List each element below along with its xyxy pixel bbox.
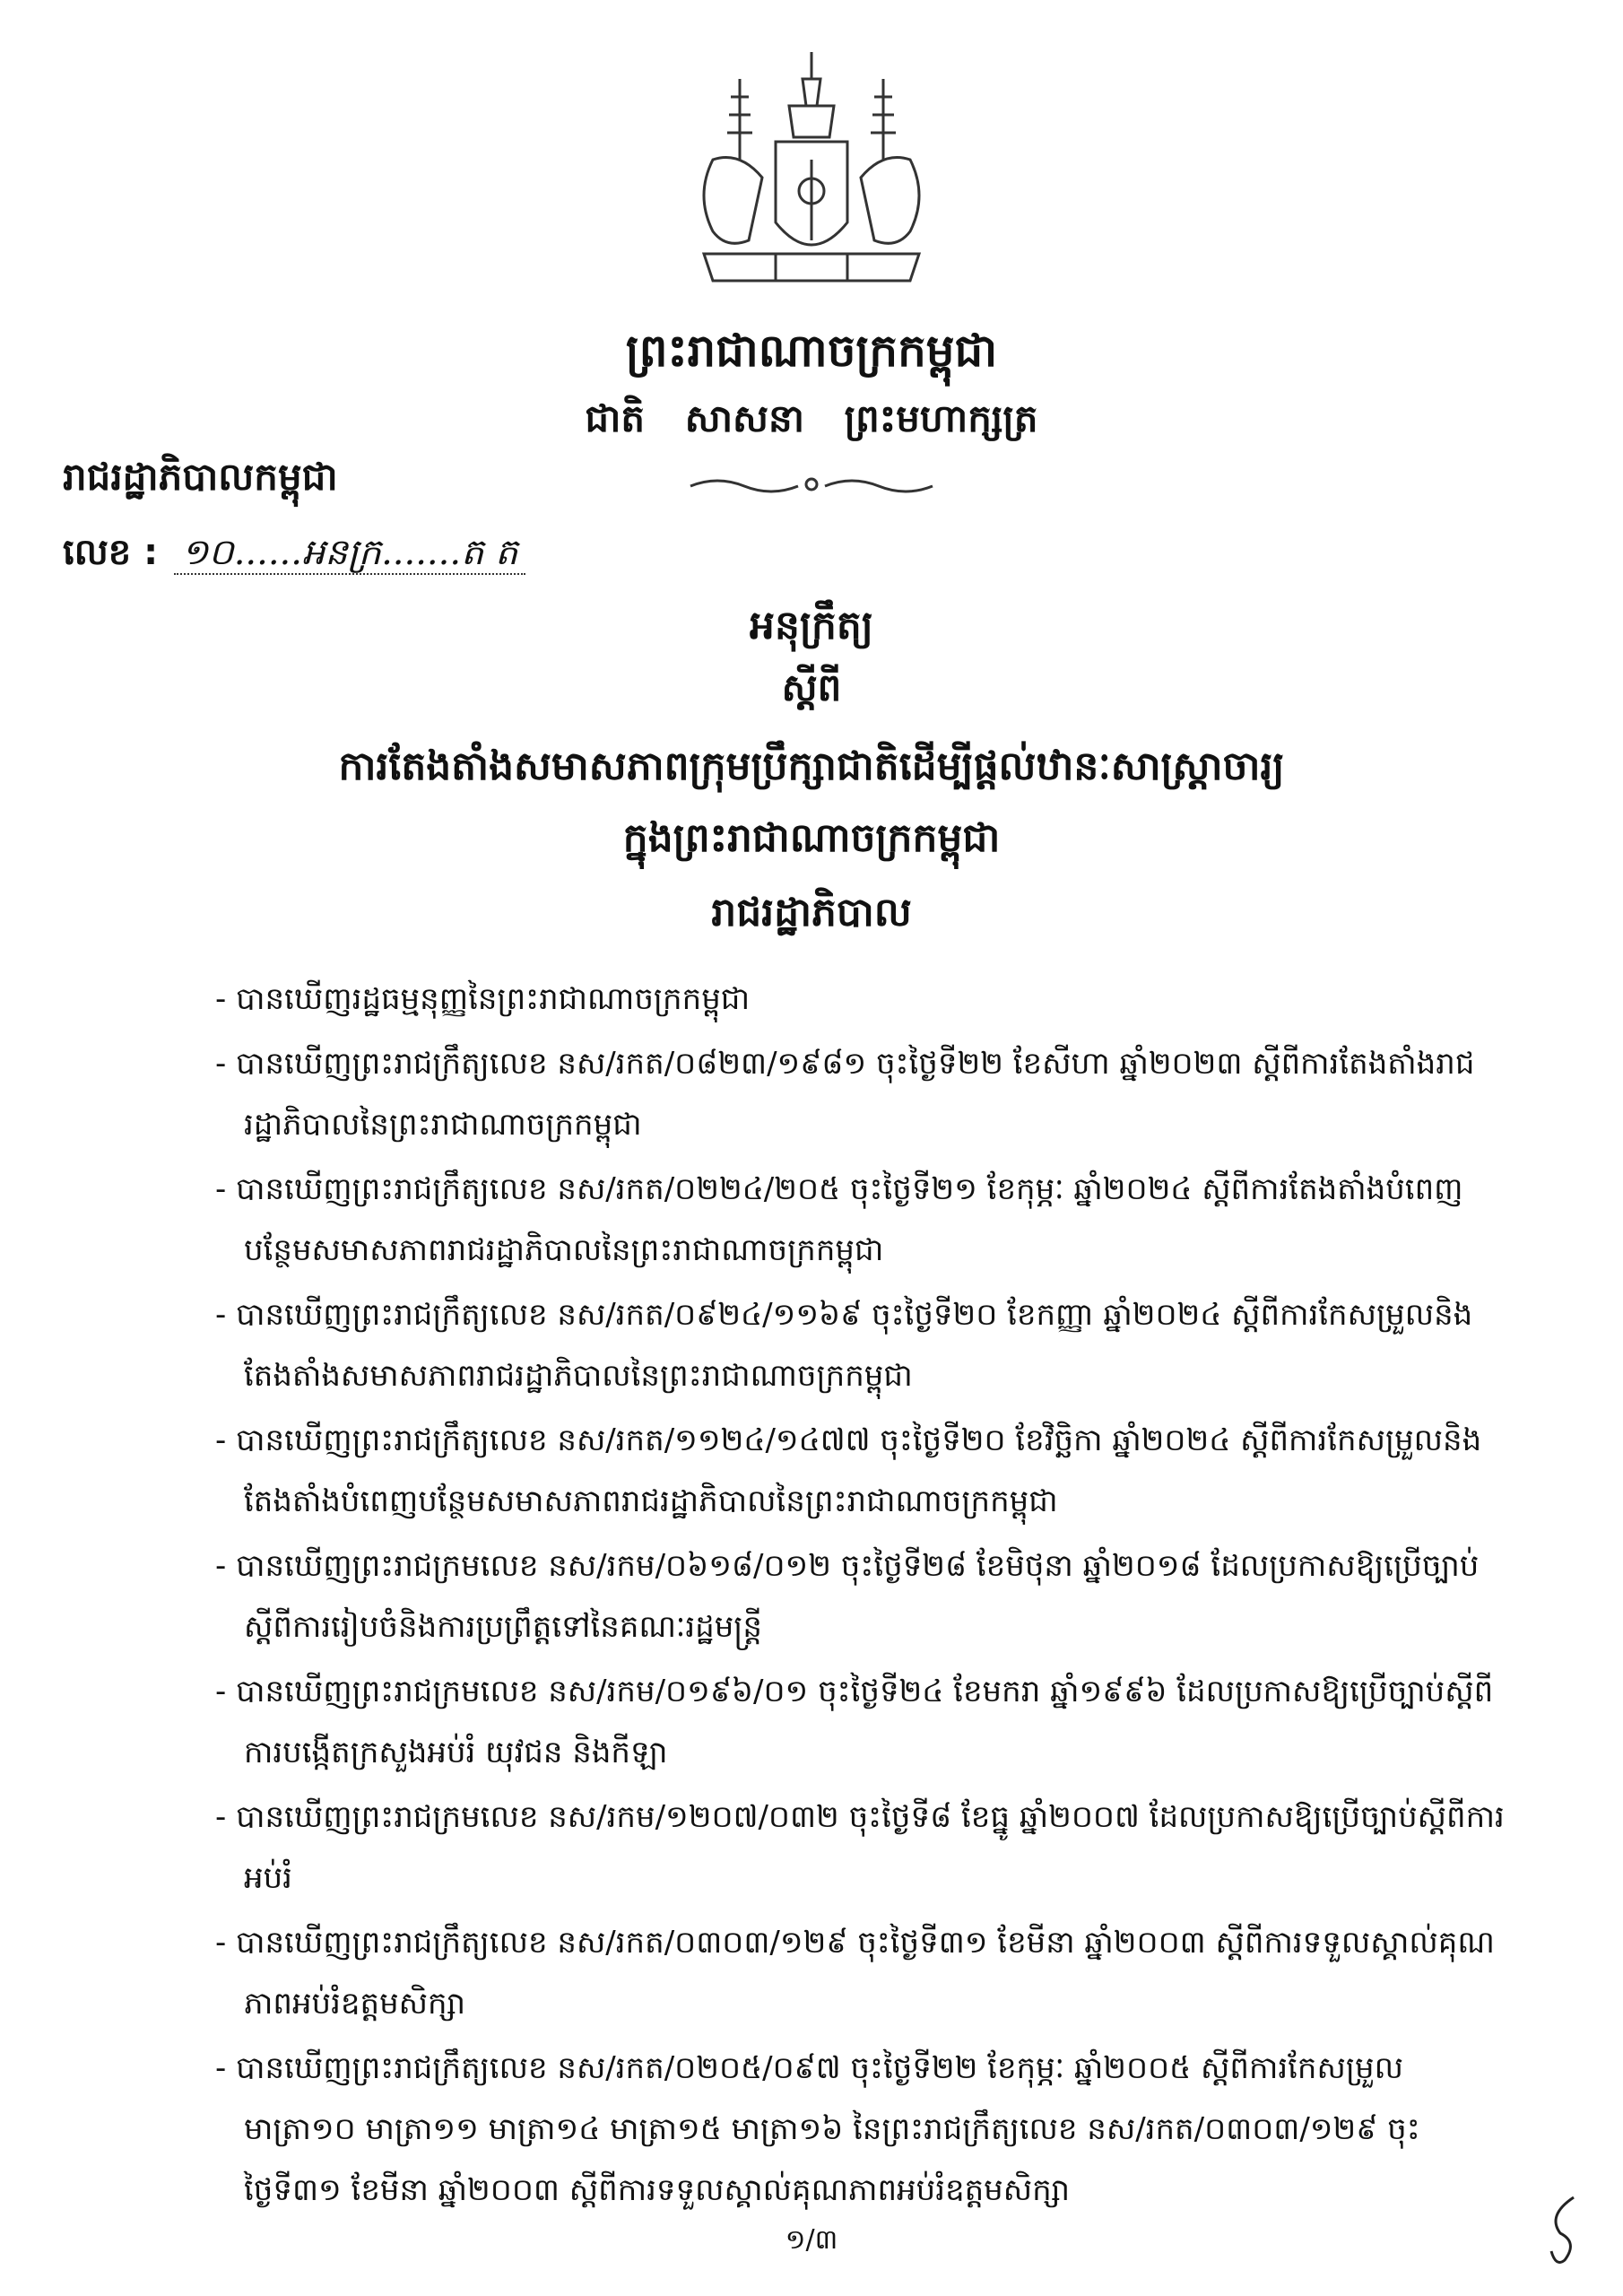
preamble-clause: - បានឃើញព្រះរាជក្រមលេខ នស/រកម/១២០៧/០៣២ ចុះថ្ងៃទី៨ ខែធ្នូ ឆ្នាំ២០០៧ ដែលប្រកាសឱ្យប្រើច្បាប់ស្តីពីការអប់រំ (215, 1787, 1506, 1909)
document-type: អនុក្រឹត្យ (750, 603, 873, 648)
document-title (0, 731, 1623, 874)
divider-ornament-icon (681, 466, 942, 502)
government-name: រាជរដ្ឋាភិបាលកម្ពុជា (63, 455, 338, 499)
preamble-clause: - បានឃើញព្រះរាជក្រឹត្យលេខ នស/រកត/០២២៤/២០៥ ចុះថ្ងៃទី២១ ខែកុម្ភៈ ឆ្នាំ២០២៤ ស្តីពីការតែងតាំងបំពេញបន្ថែមសមាសភាពរាជរដ្ឋាភិបាលនៃព្រះរាជាណាចក្រកម្ពុជា (215, 1159, 1506, 1281)
issuing-authority: រាជរដ្ឋាភិបាល (711, 890, 912, 935)
reference-value: ១០......អនក្រ.......ត ត (174, 532, 525, 575)
handwritten-initial-icon (1538, 2188, 1592, 2269)
preamble-clause: - បានឃើញព្រះរាជក្រឹត្យលេខ នស/រកត/០៨២៣/១៩៨១ ចុះថ្ងៃទី២២ ខែសីហា ឆ្នាំ២០២៣ ស្តីពីការតែងតាំងរាជរដ្ឋាភិបាលនៃព្រះរាជាណាចក្រកម្ពុជា (215, 1033, 1506, 1155)
preamble-clause: - បានឃើញព្រះរាជក្រមលេខ នស/រកម/០១៩៦/០១ ចុះថ្ងៃទី២៤ ខែមករា ឆ្នាំ១៩៩៦ ដែលប្រកាសឱ្យប្រើច្បាប់ស្តីពីការបង្កើតក្រសួងអប់រំ យុវជន និងកីឡា (215, 1661, 1506, 1783)
reference-label: លេខ : (63, 532, 159, 573)
preamble-clause: - បានឃើញព្រះរាជក្រឹត្យលេខ នស/រកត/០២០៥/០៩៧ ចុះថ្ងៃទី២២ ខែកុម្ភៈ ឆ្នាំ២០០៥ ស្តីពីការកែសម្រួលមាត្រា១០ មាត្រា១១ មាត្រា១៤ មាត្រា១៥ មាត្រា១៦ នៃព្រះរាជក្រឹត្យលេខ នស/រកត/០៣០៣/១២៩ ចុះថ្ងៃទី៣១ ខែមីនា ឆ្នាំ២០០៣ ស្តីពីការទទួលស្គាល់គុណភាពអប់រំឧត្តមសិក្សា (215, 2038, 1506, 2221)
preamble-clause: - បានឃើញព្រះរាជក្រឹត្យលេខ នស/រកត/០៩២៤/១១៦៩ ចុះថ្ងៃទី២០ ខែកញ្ញា ឆ្នាំ២០២៤ ស្តីពីការកែសម្រួលនិងតែងតាំងសមាសភាពរាជរដ្ឋាភិបាលនៃព្រះរាជាណាចក្រកម្ពុជា (215, 1284, 1506, 1406)
document-title-line-1: ការតែងតាំងសមាសភាពក្រុមប្រឹក្សាជាតិដើម្បីផ្តល់ឋានៈសាស្ត្រាចារ្យ (338, 744, 1285, 789)
page-number: ១/៣ (785, 2224, 838, 2256)
national-motto: ជាតិ សាសនា ព្រះមហាក្សត្រ (585, 396, 1038, 440)
preamble-clause: - បានឃើញព្រះរាជក្រមលេខ នស/រកម/០៦១៨/០១២ ចុះថ្ងៃទី២៨ ខែមិថុនា ឆ្នាំ២០១៨ ដែលប្រកាសឱ្យប្រើច្បាប់ស្តីពីការរៀបចំនិងការប្រព្រឹត្តទៅនៃគណៈរដ្ឋមន្ត្រី (215, 1535, 1506, 1657)
reference-number (63, 529, 525, 582)
document-title-line-2: ក្នុងព្រះរាជាណាចក្រកម្ពុជា (622, 815, 1001, 861)
kingdom-heading: ព្រះរាជាណាចក្រកម្ពុជា (625, 325, 998, 377)
royal-coat-of-arms-icon (677, 43, 946, 308)
preamble-clause: - បានឃើញព្រះរាជក្រឹត្យលេខ នស/រកត/០៣០៣/១២៩ ចុះថ្ងៃទី៣១ ខែមីនា ឆ្នាំ២០០៣ ស្តីពីការទទួលស្គាល់គុណភាពអប់រំឧត្តមសិក្សា (215, 1912, 1506, 2034)
preamble-clause: - បានឃើញរដ្ឋធម្មនុញ្ញនៃព្រះរាជាណាចក្រកម្ពុជា (215, 969, 1506, 1030)
preamble-clauses (215, 969, 1506, 2224)
document-about: ស្តីពី (781, 665, 842, 709)
preamble-clause: - បានឃើញព្រះរាជក្រឹត្យលេខ នស/រកត/១១២៤/១៤៧៧ ចុះថ្ងៃទី២០ ខែវិច្ឆិកា ឆ្នាំ២០២៤ ស្តីពីការកែសម្រួលនិងតែងតាំងបំពេញបន្ថែមសមាសភាពរាជរដ្ឋាភិបាលនៃព្រះរាជាណាចក្រកម្ពុជា (215, 1410, 1506, 1532)
